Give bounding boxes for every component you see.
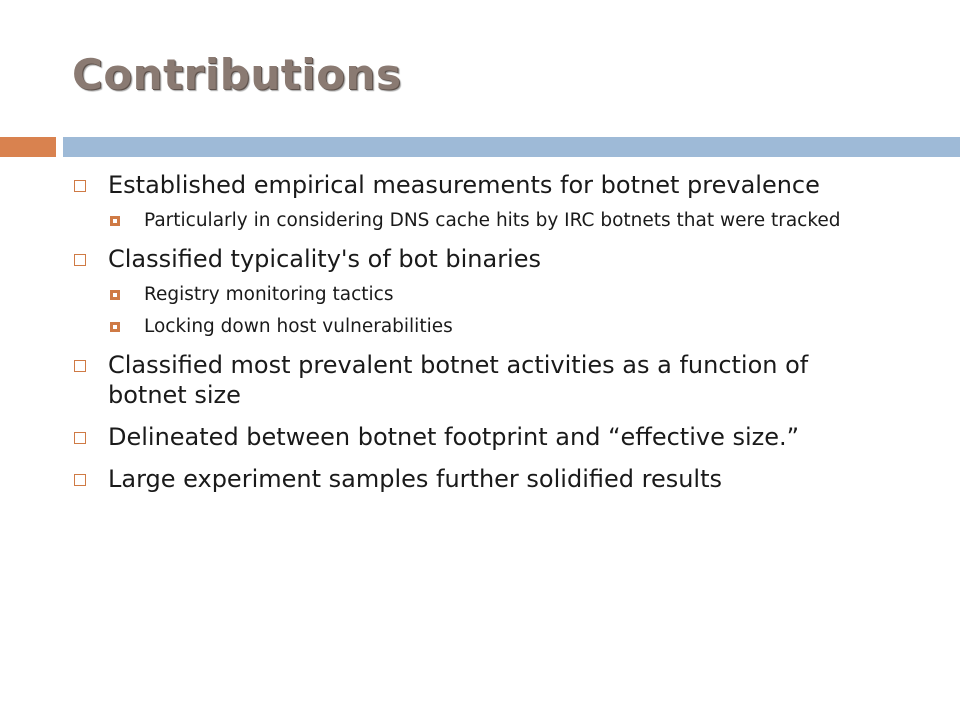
bullet-text: Established empirical measurements for botnet prevalence <box>108 171 820 199</box>
hollow-square-bullet-icon <box>74 474 86 486</box>
bullet-item <box>74 464 894 494</box>
sub-bullet-item <box>110 316 894 338</box>
filled-square-bullet-icon <box>110 290 120 300</box>
title-divider-bar <box>63 137 960 157</box>
bullet-item <box>74 170 894 200</box>
bullet-text: Large experiment samples further solidified results <box>108 465 723 493</box>
bullet-text: Delineated between botnet footprint and “effective size.” <box>108 423 800 451</box>
hollow-square-bullet-icon <box>74 360 86 372</box>
bullet-text: Classified most prevalent botnet activities as a function of botnet size <box>108 351 809 409</box>
sub-bullet-text: Locking down host vulnerabilities <box>144 316 453 337</box>
slide-title: Contributions <box>72 50 402 99</box>
hollow-square-bullet-icon <box>74 180 86 192</box>
bullet-item <box>74 244 894 274</box>
sub-bullet-text: Particularly in considering DNS cache hits by IRC botnets that were tracked <box>144 210 841 231</box>
filled-square-bullet-icon <box>110 216 120 226</box>
bullet-item <box>74 422 894 452</box>
bullet-item <box>74 350 894 410</box>
title-accent-bar <box>0 137 56 157</box>
filled-square-bullet-icon <box>110 322 120 332</box>
hollow-square-bullet-icon <box>74 254 86 266</box>
sub-bullet-item <box>110 284 894 306</box>
hollow-square-bullet-icon <box>74 432 86 444</box>
sub-bullet-item <box>110 210 894 232</box>
bullet-text: Classified typicality's of bot binaries <box>108 245 541 273</box>
sub-bullet-text: Registry monitoring tactics <box>144 284 394 305</box>
bullet-list <box>74 170 894 494</box>
